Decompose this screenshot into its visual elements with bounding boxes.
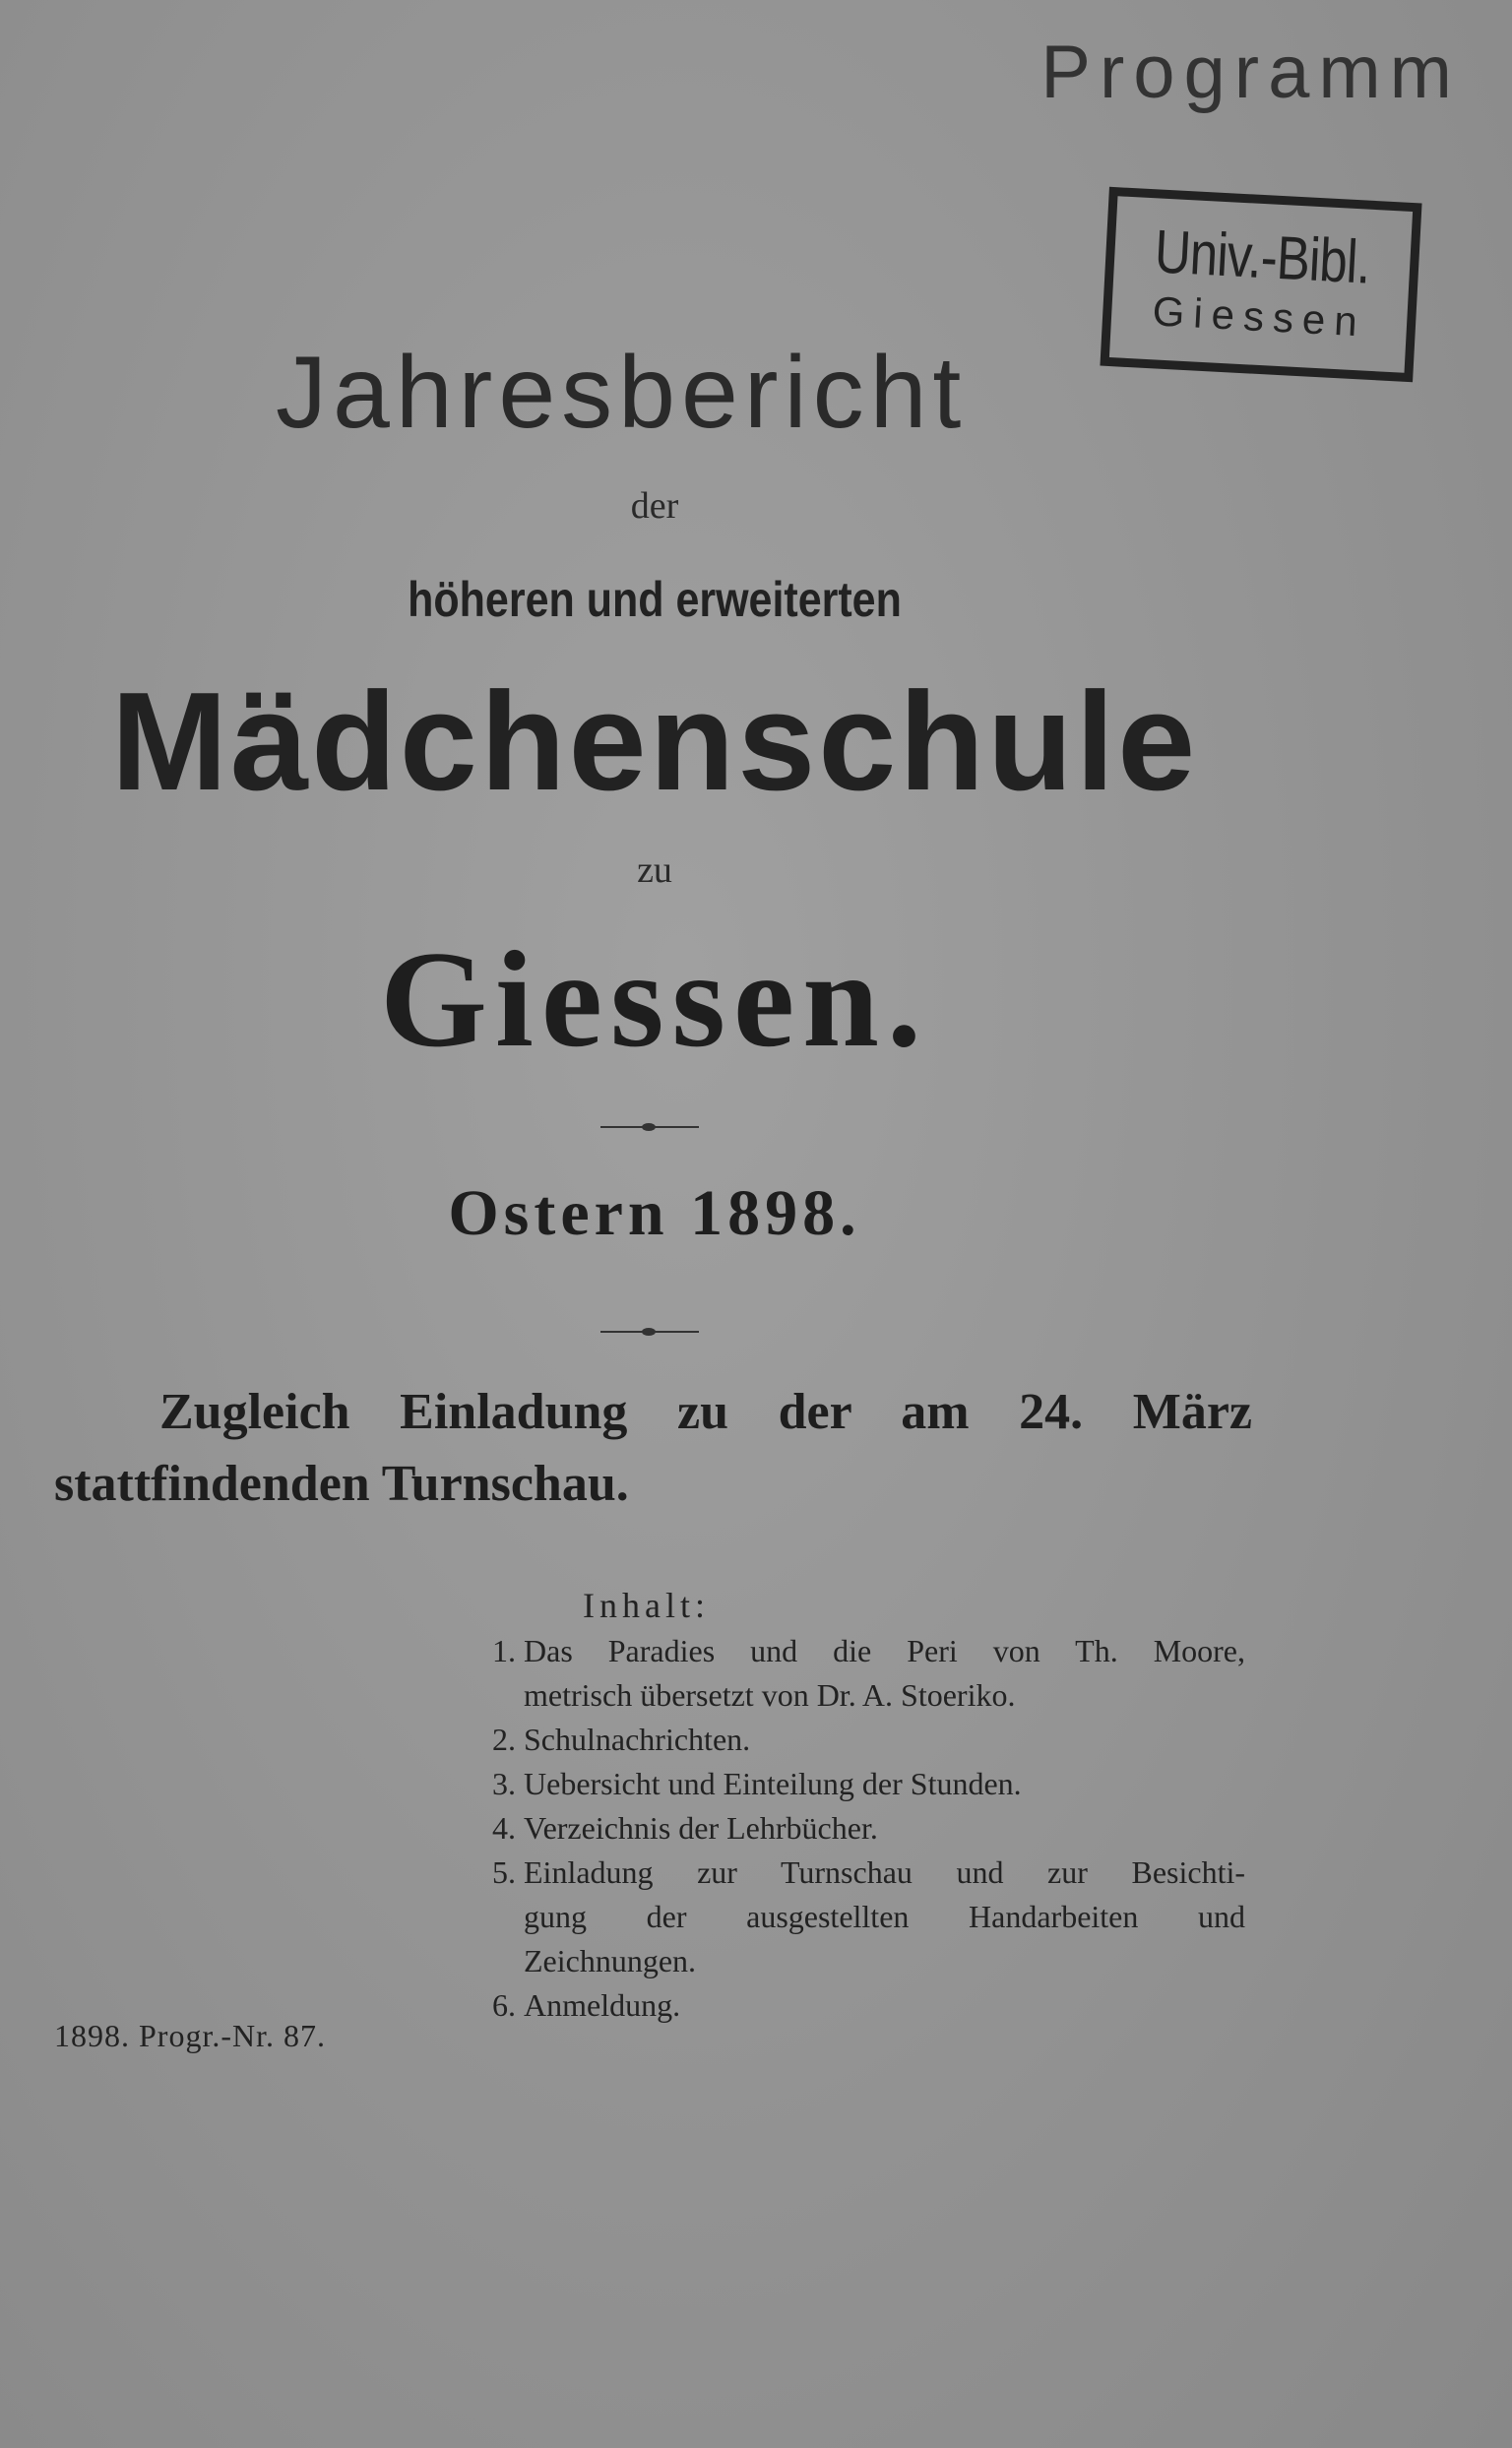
program-number: 1898. Progr.-Nr. 87.	[54, 2018, 326, 2053]
contents-item-number: 6.	[492, 1987, 516, 2023]
programm-label: Programm	[1040, 31, 1461, 114]
stamp-line-2: Giessen	[1151, 287, 1367, 345]
title-maedchenschule: Mädchenschule	[110, 663, 1199, 820]
contents-heading: Inhalt:	[583, 1586, 710, 1625]
contents-item-number: 3.	[492, 1766, 516, 1801]
ornament-divider	[600, 1331, 699, 1333]
title-hoeheren: höheren und erweiterten	[408, 572, 902, 627]
contents-item-text: Verzeichnis der Lehrbücher.	[524, 1810, 878, 1846]
contents-item-number: 1.	[492, 1633, 516, 1668]
library-stamp	[1100, 187, 1421, 382]
contents-item-number: 5.	[492, 1854, 516, 1890]
contents-item-text: Einladung zur Turnschau und zur Besichti-	[524, 1854, 1245, 1890]
stamp-line-1: Univ.-Bibl.	[1153, 218, 1372, 297]
contents-item-text: metrisch übersetzt von Dr. A. Stoeriko.	[524, 1677, 1016, 1713]
contents-item-text: Zeichnungen.	[524, 1943, 697, 1978]
contents-item-text: gung der ausgestellten Handarbeiten und	[524, 1899, 1245, 1934]
contents-item-number: 2.	[492, 1722, 516, 1757]
invitation-line-2: stattfindenden Turnschau.	[54, 1456, 629, 1512]
date-ostern: Ostern 1898.	[448, 1177, 861, 1249]
ornament-divider	[600, 1126, 699, 1128]
invitation-line-1: Zugleich Einladung zu der am 24. März	[159, 1384, 1252, 1440]
contents-item-text: Das Paradies und die Peri von Th. Moore,	[524, 1633, 1245, 1668]
title-jahresbericht: Jahresbericht	[276, 336, 968, 450]
contents-item-text: Uebersicht und Einteilung der Stunden.	[524, 1766, 1022, 1801]
title-giessen: Giessen.	[380, 923, 929, 1076]
title-zu: zu	[637, 849, 672, 891]
contents-item-number: 4.	[492, 1810, 516, 1846]
contents-item-text: Schulnachrichten.	[524, 1722, 751, 1757]
contents-item-text: Anmeldung.	[524, 1987, 681, 2023]
title-der: der	[630, 485, 679, 527]
